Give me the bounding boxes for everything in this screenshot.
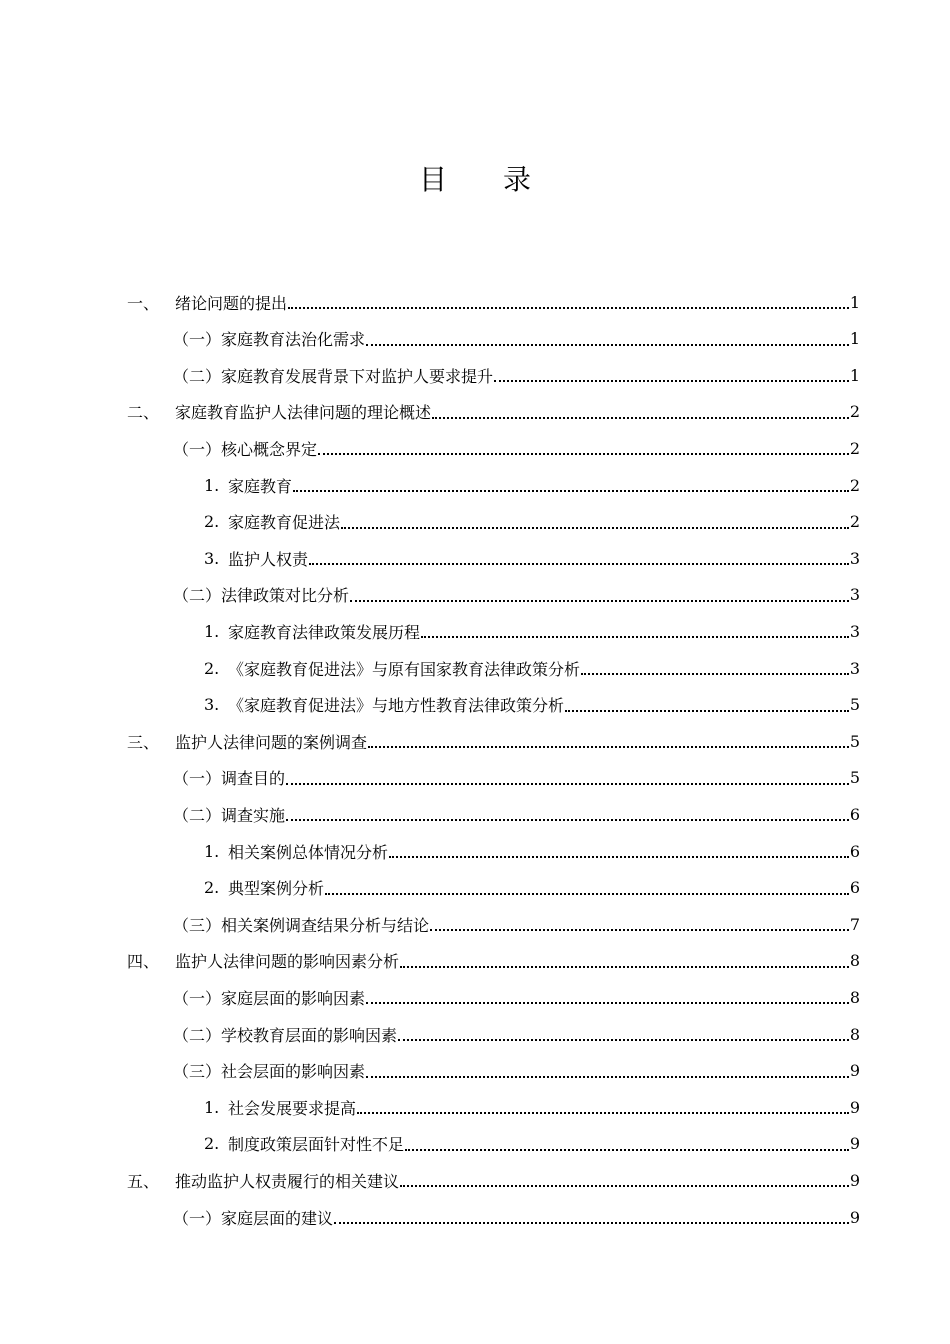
- toc-page-number: 3: [849, 658, 860, 678]
- toc-entry-title: 监护人法律问题的影响因素分析: [175, 952, 400, 972]
- toc-entry[interactable]: [173, 1053, 860, 1089]
- toc-entry-number: 2.: [204, 512, 220, 532]
- toc-entry-title: 《家庭教育促进法》与地方性教育法律政策分析: [228, 696, 565, 716]
- toc-entry-title: 家庭教育监护人法律问题的理论概述: [175, 403, 432, 423]
- toc-dot-leader: [366, 343, 849, 346]
- toc-dot-leader: [286, 818, 849, 821]
- toc-entry[interactable]: [173, 796, 860, 832]
- toc-entry-number: （二）: [173, 586, 222, 606]
- toc-entry-title: 法律政策对比分析: [221, 586, 350, 606]
- toc-entry[interactable]: [127, 394, 860, 430]
- toc-dot-leader: [405, 1148, 849, 1151]
- toc-page-number: 9: [849, 1061, 860, 1081]
- toc-dot-leader: [398, 1038, 849, 1041]
- toc-dot-leader: [400, 965, 849, 968]
- toc-entry-title: 家庭层面的建议: [221, 1208, 334, 1228]
- toc-entry[interactable]: [173, 577, 860, 613]
- toc-entry-title: 制度政策层面针对性不足: [228, 1135, 405, 1155]
- toc-page-number: 6: [849, 841, 860, 861]
- toc-page-number: 9: [849, 1097, 860, 1117]
- toc-dot-leader: [432, 416, 849, 419]
- toc-entry[interactable]: [173, 1199, 860, 1235]
- toc-entry-title: 调查实施: [221, 805, 286, 825]
- toc-entry[interactable]: [173, 357, 860, 393]
- toc-entry[interactable]: [173, 760, 860, 796]
- toc-entry[interactable]: [204, 504, 860, 540]
- toc-entry-title: 家庭教育法治化需求: [221, 330, 366, 350]
- page-title: [0, 158, 950, 202]
- toc-page-number: 1: [849, 365, 860, 385]
- toc-entry-title: 学校教育层面的影响因素: [221, 1025, 398, 1045]
- toc-entry-title: 调查目的: [221, 769, 286, 789]
- toc-entry-title: 《家庭教育促进法》与原有国家教育法律政策分析: [228, 659, 581, 679]
- toc-entry[interactable]: [204, 467, 860, 503]
- toc-dot-leader: [400, 1184, 849, 1187]
- toc-dot-leader: [366, 1075, 849, 1078]
- toc-entry-title: 核心概念界定: [221, 439, 318, 459]
- toc-dot-leader: [368, 745, 849, 748]
- toc-entry[interactable]: [204, 1089, 860, 1125]
- toc-page-number: 3: [849, 585, 860, 605]
- toc-entry-number: 五、: [127, 1171, 160, 1191]
- toc-entry-number: （一）: [173, 769, 222, 789]
- toc-entry[interactable]: [204, 833, 860, 869]
- toc-page-number: 2: [849, 402, 860, 422]
- toc-entry-number: 1.: [204, 621, 220, 641]
- toc-entry-number: （二）: [173, 366, 222, 386]
- toc-entry-number: 1.: [204, 1097, 220, 1117]
- toc-page-number: 8: [849, 951, 860, 971]
- toc-entry-number: 3.: [204, 548, 220, 568]
- toc-entry[interactable]: [204, 870, 860, 906]
- toc-page-number: 8: [849, 987, 860, 1007]
- toc-page-number: 2: [849, 512, 860, 532]
- toc-page-number: 9: [849, 1134, 860, 1154]
- toc-entry-title: 相关案例总体情况分析: [228, 842, 389, 862]
- toc-entry-title: 典型案例分析: [228, 879, 325, 899]
- toc-entry-title: 相关案例调查结果分析与结论: [221, 915, 430, 935]
- toc-entry-title: 绪论问题的提出: [175, 293, 288, 313]
- toc-dot-leader: [341, 526, 849, 529]
- toc-entry[interactable]: [173, 430, 860, 466]
- toc-dot-leader: [286, 782, 849, 785]
- toc-entry-number: 2.: [204, 878, 220, 898]
- toc-entry[interactable]: [127, 1162, 860, 1198]
- toc-page-number: 5: [849, 695, 860, 715]
- toc-dot-leader: [366, 1001, 849, 1004]
- toc-page-number: 1: [849, 292, 860, 312]
- toc-page-number: 2: [849, 438, 860, 458]
- toc-entry-number: 二、: [127, 403, 160, 423]
- toc-page-number: 2: [849, 475, 860, 495]
- toc-entry-number: 2.: [204, 658, 220, 678]
- toc-entry-number: （三）: [173, 915, 222, 935]
- toc-dot-leader: [293, 489, 849, 492]
- toc-entry-title: 社会层面的影响因素: [221, 1062, 366, 1082]
- toc-entry-title: 推动监护人权责履行的相关建议: [175, 1171, 400, 1191]
- toc-entry-number: 四、: [127, 952, 160, 972]
- toc-dot-leader: [309, 562, 849, 565]
- toc-entry-number: 三、: [127, 732, 160, 752]
- toc-page-number: 3: [849, 621, 860, 641]
- toc-entry-number: （一）: [173, 330, 222, 350]
- toc-entry[interactable]: [173, 321, 860, 357]
- toc-page-number: 8: [849, 1024, 860, 1044]
- toc-entry-title: 社会发展要求提高: [228, 1098, 357, 1118]
- toc-entry-title: 家庭层面的影响因素: [221, 988, 366, 1008]
- toc-entry-number: （一）: [173, 439, 222, 459]
- toc-entry[interactable]: [173, 1016, 860, 1052]
- toc-entry-title: 家庭教育发展背景下对监护人要求提升: [221, 366, 494, 386]
- toc-entry-number: （二）: [173, 805, 222, 825]
- toc-entry-number: 一、: [127, 293, 160, 313]
- toc-page-number: 1: [849, 329, 860, 349]
- toc-dot-leader: [318, 452, 849, 455]
- toc-dot-leader: [581, 672, 849, 675]
- toc-dot-leader: [334, 1221, 849, 1224]
- toc-entry[interactable]: [173, 979, 860, 1015]
- toc-dot-leader: [494, 379, 849, 382]
- toc-dot-leader: [565, 709, 849, 712]
- toc-entry-title: 家庭教育法律政策发展历程: [228, 622, 421, 642]
- title-char-1: 目: [418, 163, 447, 196]
- toc-page-number: 9: [849, 1207, 860, 1227]
- toc-page-number: 7: [849, 914, 860, 934]
- toc-page-number: 9: [849, 1170, 860, 1190]
- toc-entry[interactable]: [204, 650, 860, 686]
- toc-dot-leader: [325, 892, 849, 895]
- toc-page-number: 5: [849, 768, 860, 788]
- toc-entry[interactable]: [204, 613, 860, 649]
- toc-page-number: 3: [849, 548, 860, 568]
- toc-entry[interactable]: [204, 687, 860, 723]
- toc-entry-title: 家庭教育: [228, 476, 293, 496]
- toc-entry-number: （一）: [173, 1208, 222, 1228]
- toc-dot-leader: [421, 635, 849, 638]
- toc-entry[interactable]: [127, 284, 860, 320]
- toc-entry-number: （二）: [173, 1025, 222, 1045]
- toc-page-number: 6: [849, 804, 860, 824]
- toc-dot-leader: [430, 928, 849, 931]
- toc-entry-number: （一）: [173, 988, 222, 1008]
- toc-entry-number: 3.: [204, 695, 220, 715]
- toc-entry[interactable]: [127, 943, 860, 979]
- toc-entry-title: 家庭教育促进法: [228, 513, 341, 533]
- toc-entry[interactable]: [204, 1126, 860, 1162]
- toc-dot-leader: [389, 855, 849, 858]
- toc-entry-number: （三）: [173, 1062, 222, 1082]
- toc-entry-number: 1.: [204, 475, 220, 495]
- toc-entry-title: 监护人法律问题的案例调查: [175, 732, 368, 752]
- toc-entry[interactable]: [127, 723, 860, 759]
- toc-dot-leader: [350, 599, 849, 602]
- toc-page-number: 5: [849, 731, 860, 751]
- toc-page-number: 6: [849, 878, 860, 898]
- toc-entry-number: 2.: [204, 1134, 220, 1154]
- title-char-2: 录: [503, 163, 532, 196]
- toc-dot-leader: [357, 1111, 849, 1114]
- toc-entry[interactable]: [204, 540, 860, 576]
- toc-entry-title: 监护人权责: [228, 549, 309, 569]
- toc-dot-leader: [288, 306, 849, 309]
- toc-entry-number: 1.: [204, 841, 220, 861]
- toc-entry[interactable]: [173, 906, 860, 942]
